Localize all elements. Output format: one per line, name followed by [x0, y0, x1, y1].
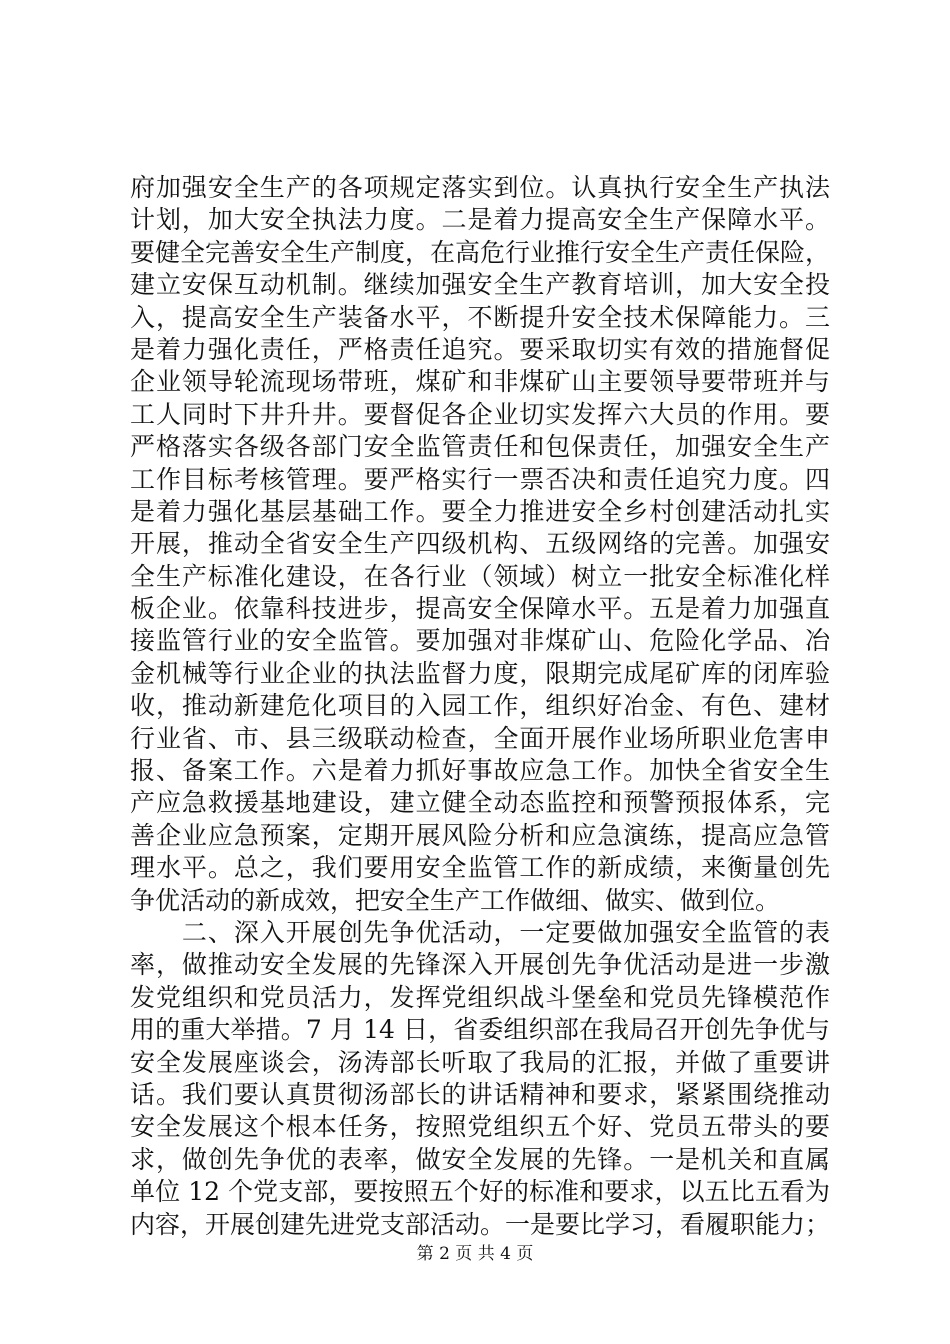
text-line: 安全发展座谈会，汤涛部长听取了我局的汇报，并做了重要讲 — [130, 1047, 830, 1077]
text-line: 理水平。总之，我们要用安全监管工作的新成绩，来衡量创先 — [130, 853, 830, 883]
text-line: 率，做推动安全发展的先锋深入开展创先争优活动是进一步激 — [130, 950, 830, 980]
text-line: 全生产标准化建设，在各行业（领域）树立一批安全标准化样 — [130, 561, 830, 591]
text-line: 单位 12 个党支部，要按照五个好的标准和要求，以五比五看为 — [130, 1177, 830, 1207]
text-line: 行业省、市、县三级联动检查，全面开展作业场所职业危害申 — [130, 723, 830, 753]
text-line: 善企业应急预案，定期开展风险分析和应急演练，提高应急管 — [130, 820, 830, 850]
text-line: 用的重大举措。7 月 14 日，省委组织部在我局召开创先争优与 — [130, 1015, 830, 1045]
text-line: 工作目标考核管理。要严格实行一票否决和责任追究力度。四 — [130, 464, 830, 494]
text-line: 是着力强化责任，严格责任追究。要采取切实有效的措施督促 — [130, 334, 830, 364]
text-line: 报、备案工作。六是着力抓好事故应急工作。加快全省安全生 — [130, 756, 830, 786]
text-line: 求，做创先争优的表率，做安全发展的先锋。一是机关和直属 — [130, 1144, 830, 1174]
text-line: 工人同时下井升井。要督促各企业切实发挥六大员的作用。要 — [130, 399, 830, 429]
text-line: 计划，加大安全执法力度。二是着力提高安全生产保障水平。 — [130, 205, 830, 235]
text-line: 是着力强化基层基础工作。要全力推进安全乡村创建活动扎实 — [130, 496, 830, 526]
document-body-text — [130, 172, 830, 1241]
text-line: 板企业。依靠科技进步，提高安全保障水平。五是着力加强直 — [130, 594, 830, 624]
text-line: 入，提高安全生产装备水平，不断提升安全技术保障能力。三 — [130, 302, 830, 332]
text-line: 严格落实各级各部门安全监管责任和包保责任，加强安全生产 — [130, 432, 830, 462]
page-footer: 第 2 页 共 4 页 — [416, 1244, 534, 1264]
text-line: 话。我们要认真贯彻汤部长的讲话精神和要求，紧紧围绕推动 — [130, 1079, 830, 1109]
text-line: 发党组织和党员活力，发挥党组织战斗堡垒和党员先锋模范作 — [130, 982, 830, 1012]
text-line: 收，推动新建危化项目的入园工作，组织好冶金、有色、建材 — [130, 691, 830, 721]
text-line: 安全发展这个根本任务，按照党组织五个好、党员五带头的要 — [130, 1112, 830, 1142]
text-line: 二、深入开展创先争优活动，一定要做加强安全监管的表 — [130, 917, 830, 947]
text-line: 接监管行业的安全监管。要加强对非煤矿山、危险化学品、冶 — [130, 626, 830, 656]
text-line: 争优活动的新成效，把安全生产工作做细、做实、做到位。 — [130, 885, 781, 915]
text-line: 建立安保互动机制。继续加强安全生产教育培训，加大安全投 — [130, 270, 830, 300]
text-line: 要健全完善安全生产制度，在高危行业推行安全生产责任保险， — [130, 237, 830, 267]
text-line: 产应急救援基地建设，建立健全动态监控和预警预报体系，完 — [130, 788, 830, 818]
text-line: 内容，开展创建先进党支部活动。一是要比学习，看履职能力； — [130, 1209, 830, 1239]
text-line: 企业领导轮流现场带班，煤矿和非煤矿山主要领导要带班并与 — [130, 367, 830, 397]
text-line: 府加强安全生产的各项规定落实到位。认真执行安全生产执法 — [130, 173, 830, 202]
text-line: 开展，推动全省安全生产四级机构、五级网络的完善。加强安 — [130, 529, 830, 559]
text-line: 金机械等行业企业的执法监督力度，限期完成尾矿库的闭库验 — [130, 658, 830, 688]
